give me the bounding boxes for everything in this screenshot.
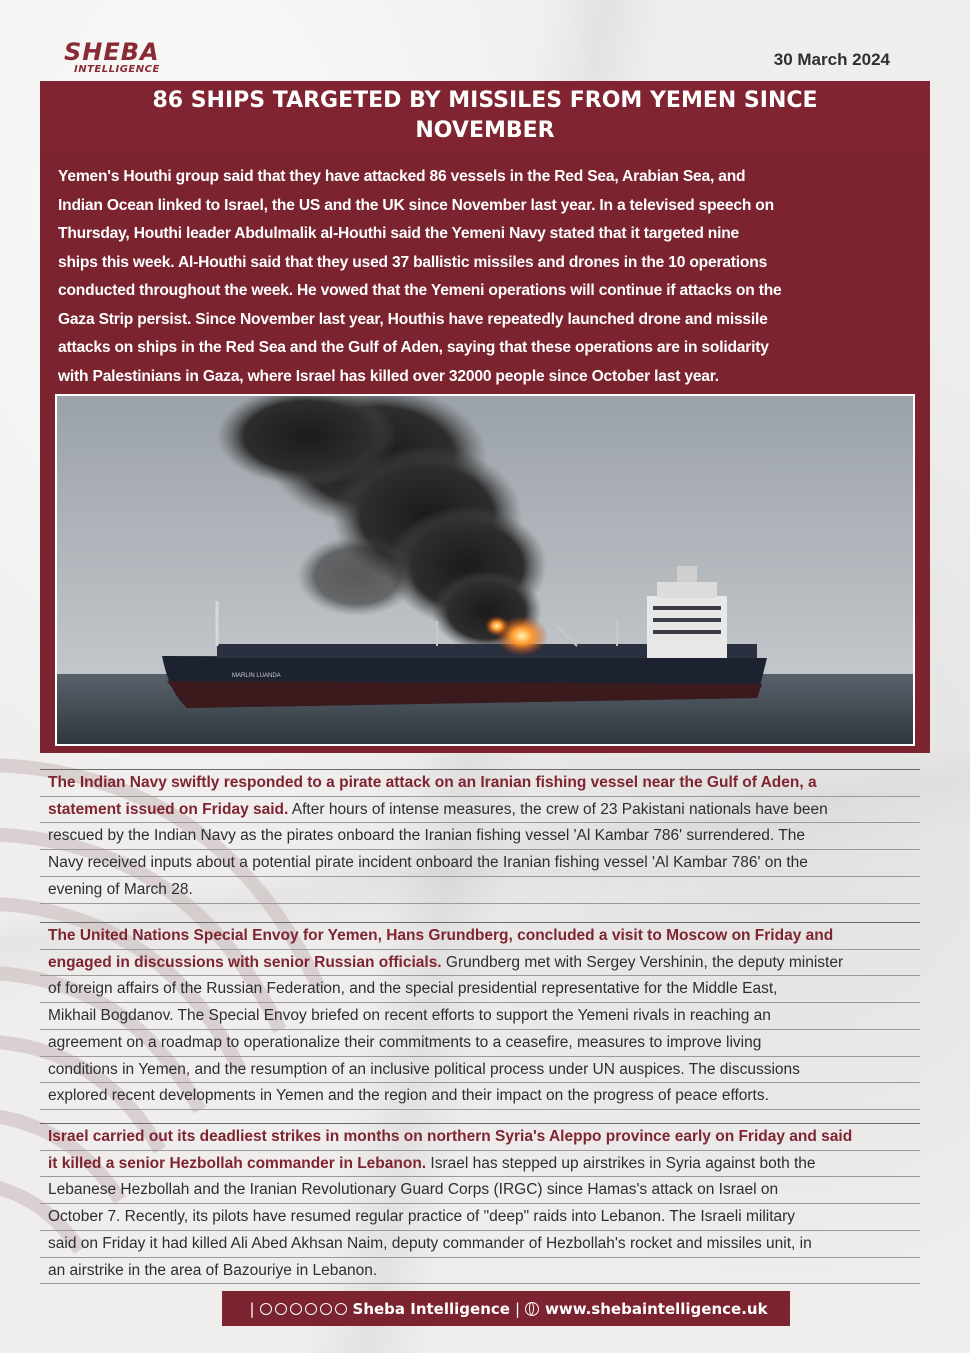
article-line <box>40 950 920 977</box>
article-line <box>40 1151 920 1178</box>
burning-tanker-image <box>57 396 913 744</box>
article-line <box>40 769 920 797</box>
facebook-icon[interactable] <box>275 1303 287 1315</box>
article-text: an airstrike in the area of Bazouriye in Lebanon. <box>48 1261 378 1279</box>
headline-banner <box>40 81 930 151</box>
instagram-icon[interactable] <box>305 1303 317 1315</box>
article-highlight: it killed a senior Hezbollah commander in Lebanon. <box>48 1154 427 1172</box>
article-text: conditions in Yemen, and the resumption of an inclusive political process under UN auspices. The discussions <box>48 1060 800 1078</box>
logo-subtitle: INTELLIGENCE <box>74 64 160 75</box>
article-indian-navy <box>40 769 920 904</box>
logo-wordmark: SHEBA <box>64 38 160 66</box>
article-line <box>40 1123 920 1151</box>
article-text: said on Friday it had killed Ali Abed Akhsan Naim, deputy commander of Hezbollah's rocket and missiles unit, in <box>48 1234 812 1252</box>
lead-line: ships this week. Al-Houthi said that they used 37 ballistic missiles and drones in the 10 operations <box>58 253 768 271</box>
threads-icon[interactable] <box>320 1303 332 1315</box>
lead-paragraph <box>58 163 926 391</box>
lead-line: with Palestinians in Gaza, where Israel has killed over 32000 people since October last year. <box>58 367 719 385</box>
article-line <box>40 850 920 877</box>
article-highlight: engaged in discussions with senior Russian officials. <box>48 953 442 971</box>
article-text: After hours of intense measures, the crew of 23 Pakistani nationals have been <box>288 800 828 818</box>
article-line <box>40 1204 920 1231</box>
article-line <box>40 1057 920 1084</box>
article-line <box>40 1003 920 1030</box>
sheba-logo <box>64 40 176 80</box>
x-icon[interactable] <box>290 1303 302 1315</box>
headline: 86 SHIPS TARGETED BY MISSILES FROM YEMEN SINCE NOVEMBER <box>152 88 818 143</box>
globe-icon <box>525 1302 539 1316</box>
article-line <box>40 1258 920 1285</box>
article-text: rescued by the Indian Navy as the pirates onboard the Iranian fishing vessel 'Al Kambar 786' surrendered. The <box>48 827 805 845</box>
article-highlight: Israel carried out its deadliest strikes in months on northern Syria's Aleppo province early on Friday and said <box>48 1128 853 1145</box>
social-handle[interactable]: Sheba Intelligence <box>352 1299 510 1318</box>
article-line <box>40 922 920 950</box>
article-line <box>40 1177 920 1204</box>
article-un-envoy <box>40 922 920 1110</box>
telegram-icon[interactable] <box>335 1303 347 1315</box>
article-text: of foreign affairs of the Russian Federation, and the special presidential representative for the Middle East, <box>48 980 778 998</box>
article-line <box>40 976 920 1003</box>
article-text: Israel has stepped up airstrikes in Syria against both the <box>426 1154 816 1172</box>
article-line <box>40 1231 920 1258</box>
lead-line: Thursday, Houthi leader Abdulmalik al-Houthi said the Yemeni Navy stated that it targeted nine <box>58 225 740 242</box>
news-photo <box>55 394 915 746</box>
article-text: Grundberg met with Sergey Vershinin, the deputy minister <box>441 953 844 971</box>
article-text: Navy received inputs about a potential pirate incident onboard the Iranian fishing vessel 'Al Kambar 786' on the <box>48 854 808 872</box>
article-text: Lebanese Hezbollah and the Iranian Revolutionary Guard Corps (IRGC) since Hamas's attack on Israel on <box>48 1181 779 1199</box>
article-line <box>40 877 920 904</box>
lead-line: conducted throughout the week. He vowed that the Yemeni operations will continue if attacks on the <box>58 282 782 299</box>
lead-line: Yemen's Houthi group said that they have attacked 86 vessels in the Red Sea, Arabian Sea, and <box>58 168 746 185</box>
footer-bar: | Sheba Intelligence | www.shebaintelligence.uk <box>222 1291 790 1326</box>
website-link[interactable]: www.shebaintelligence.uk <box>545 1299 768 1318</box>
article-line <box>40 823 920 850</box>
article-highlight: The United Nations Special Envoy for Yemen, Hans Grundberg, concluded a visit to Moscow on Friday and <box>48 927 834 944</box>
article-line <box>40 1083 920 1110</box>
article-line <box>40 1030 920 1057</box>
article-text: agreement on a roadmap to operationalize their commitments to a ceasefire, measures to improve living <box>48 1033 762 1051</box>
article-highlight: statement issued on Friday said. <box>48 800 289 818</box>
article-text: Mikhail Bogdanov. The Special Envoy briefed on recent efforts to support the Yemeni rivals in reaching an <box>48 1007 771 1025</box>
article-line <box>40 797 920 824</box>
ship-name-label: MARLIN LUANDA <box>232 673 281 679</box>
article-highlight: The Indian Navy swiftly responded to a pirate attack on an Iranian fishing vessel near the Gulf of Aden, a <box>48 774 817 791</box>
issue-date: 30 March 2024 <box>773 50 890 69</box>
lead-line: attacks on ships in the Red Sea and the Gulf of Aden, saying that these operations are in solidarity <box>58 339 769 356</box>
lead-line: Indian Ocean linked to Israel, the US and the UK since November last year. In a televised speech on <box>58 196 774 214</box>
article-text: explored recent developments in Yemen and the region and their impact on the progress of peace efforts. <box>48 1087 769 1105</box>
article-text: October 7. Recently, its pilots have resumed regular practice of "deep" raids into Lebanon. The Israeli military <box>48 1208 796 1226</box>
article-israel-strikes <box>40 1123 920 1284</box>
social-icons <box>260 1303 347 1315</box>
article-text: evening of March 28. <box>48 880 193 898</box>
youtube-icon[interactable] <box>260 1303 272 1315</box>
lead-line: Gaza Strip persist. Since November last year, Houthis have repeatedly launched drone and missile <box>58 310 768 328</box>
